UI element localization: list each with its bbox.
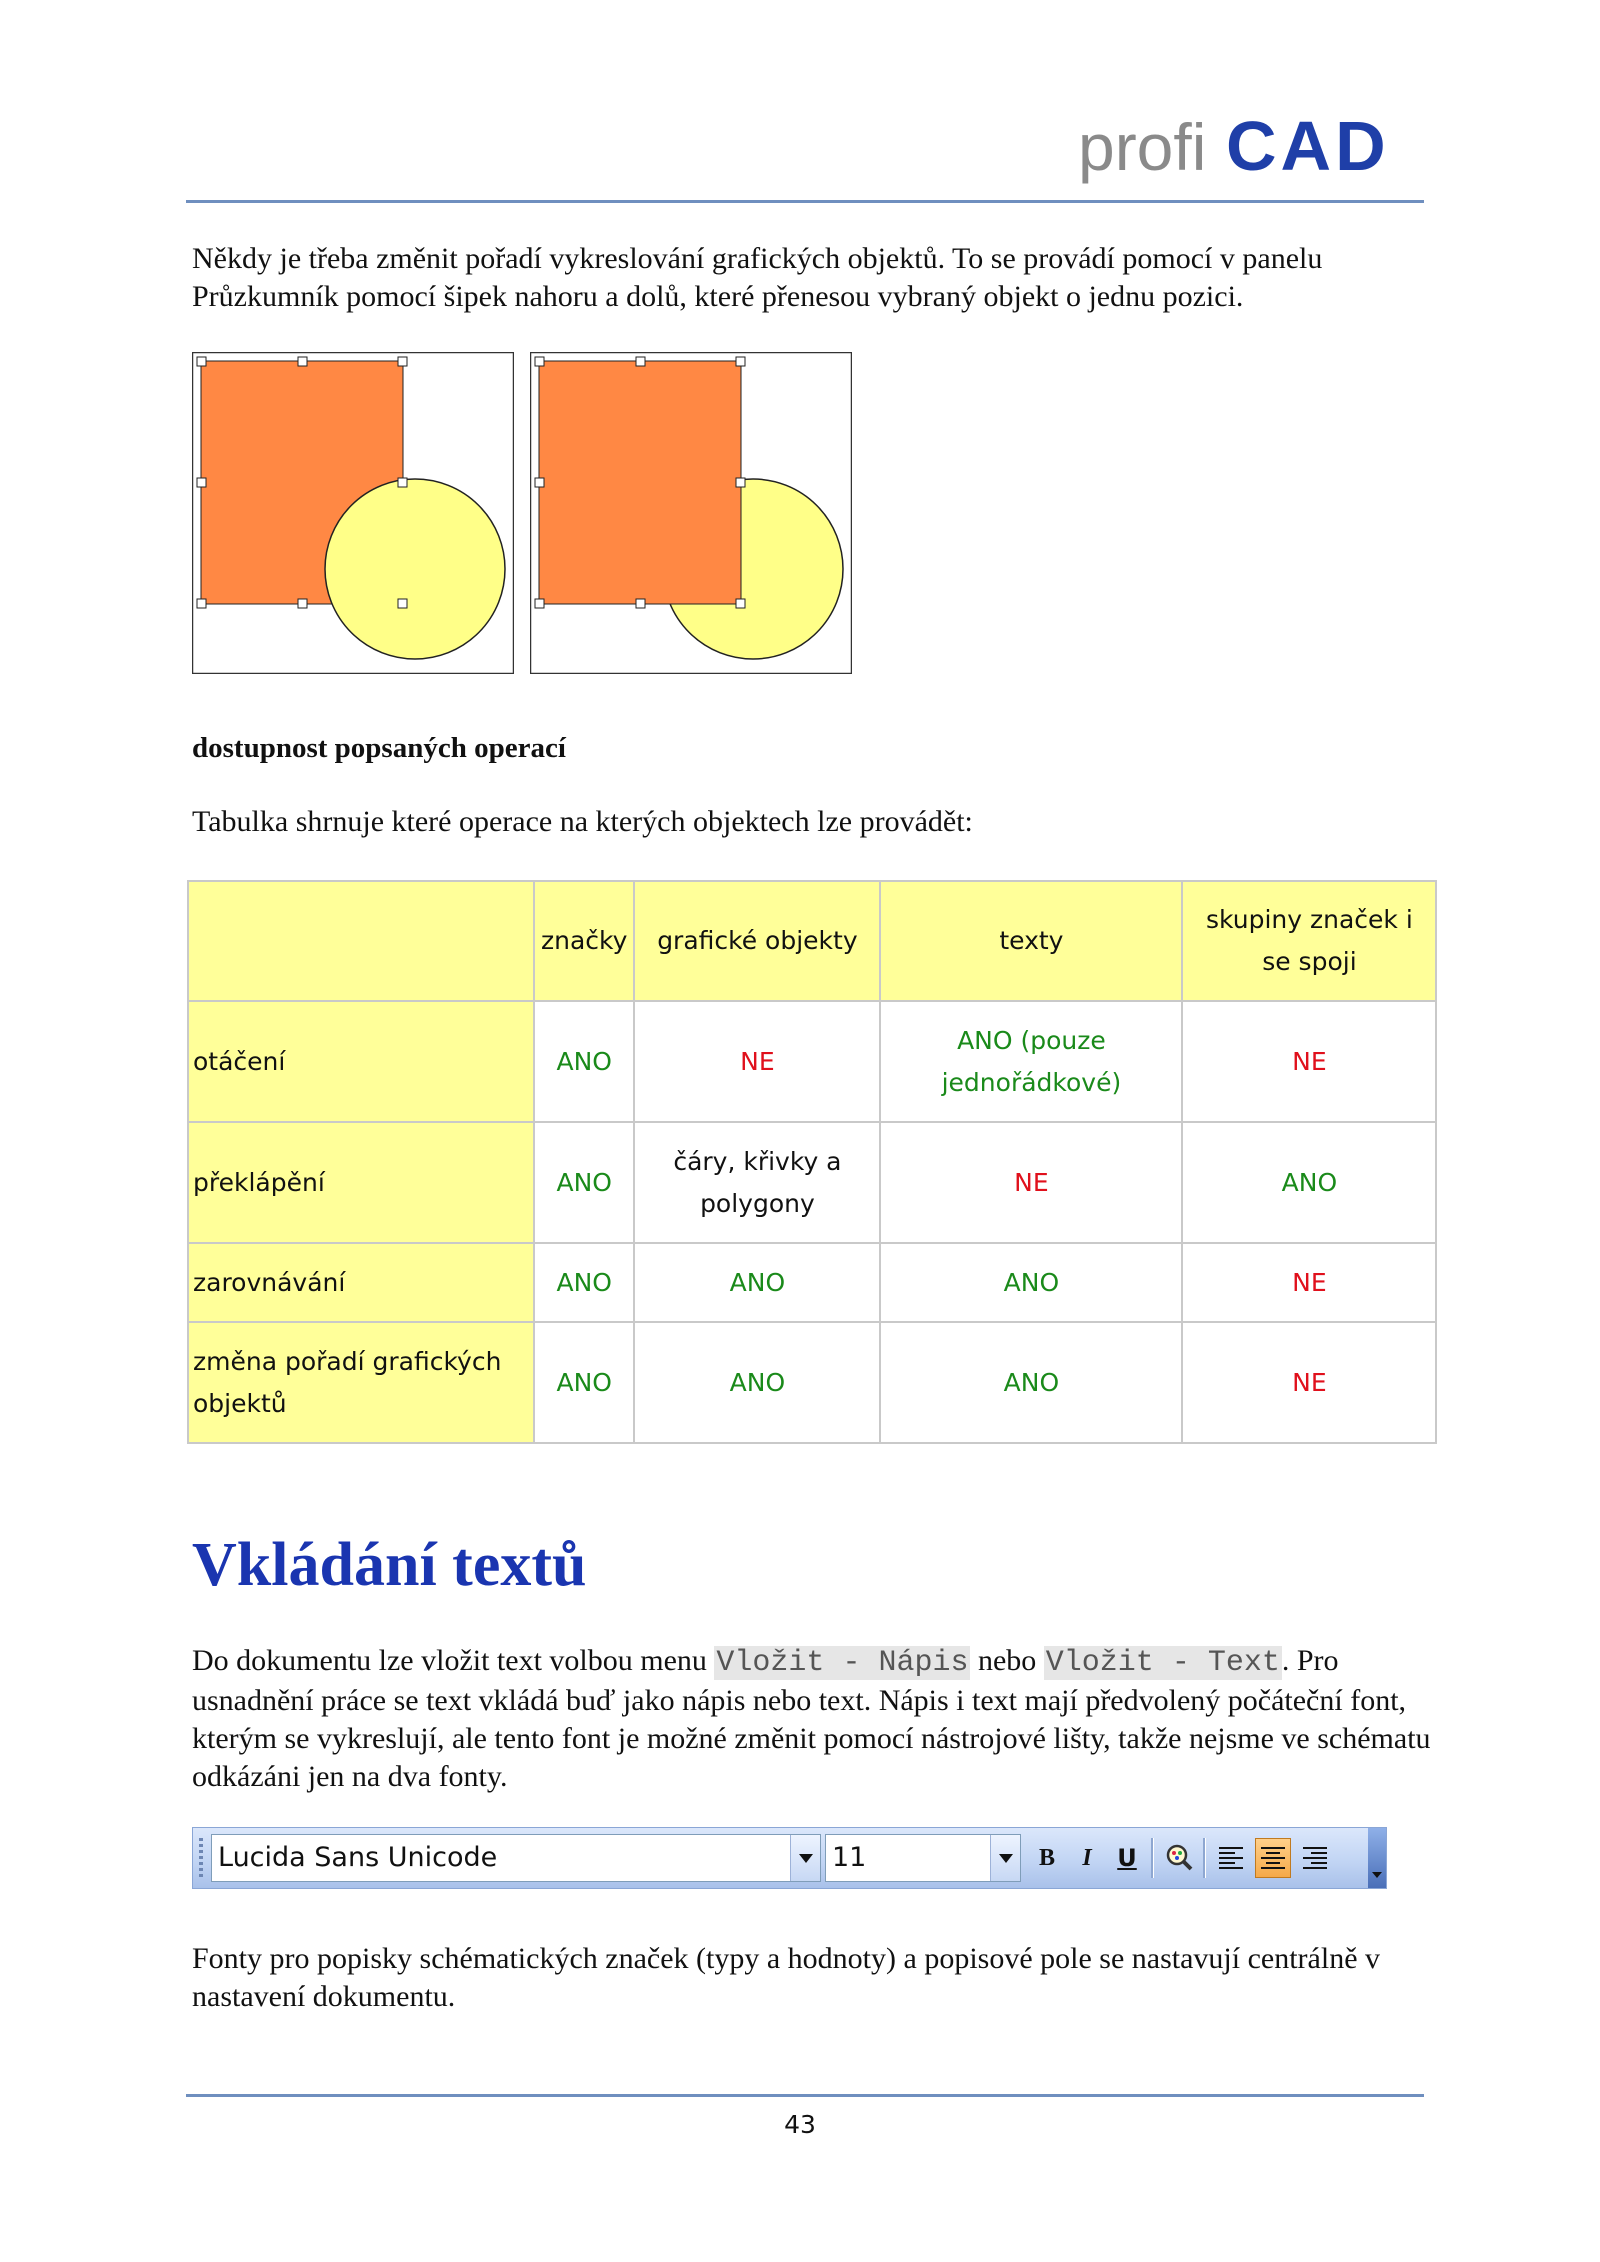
- font-color-button[interactable]: [1161, 1838, 1197, 1878]
- proficad-logo: [1078, 104, 1416, 184]
- page-number: 43: [784, 2110, 816, 2139]
- underline-button[interactable]: U: [1117, 1844, 1137, 1872]
- logo-text-profi: profi: [1078, 110, 1207, 184]
- toolbar-grip[interactable]: [199, 1838, 203, 1878]
- footer-rule: [186, 2094, 1424, 2097]
- operations-table: [187, 880, 1437, 1444]
- text-span: Do dokumentu lze vložit text volbou menu: [192, 1644, 715, 1677]
- text-span: nebo: [970, 1644, 1044, 1677]
- table-row: [188, 1122, 1436, 1243]
- table-cell: ANO: [880, 1322, 1182, 1443]
- table-cell: čáry, křivky a polygony: [634, 1122, 880, 1243]
- availability-description: Tabulka shrnuje které operace na kterých objektech lze provádět:: [192, 805, 973, 838]
- table-cell: ANO: [534, 1243, 634, 1322]
- row-label: překlápění: [188, 1122, 534, 1243]
- table-cell: ANO: [880, 1243, 1182, 1322]
- yellow-circle: [325, 479, 505, 659]
- table-cell: ANO: [534, 1322, 634, 1443]
- align-center-button[interactable]: [1255, 1838, 1291, 1878]
- table-cell: ANO: [534, 1122, 634, 1243]
- table-header-row: [188, 881, 1436, 1001]
- menu-path-insert-text: Vložit - Text: [1045, 1646, 1280, 1680]
- align-left-icon: [1213, 1838, 1249, 1878]
- availability-heading: dostupnost popsaných operací: [192, 732, 566, 764]
- align-center-icon: [1256, 1839, 1290, 1877]
- row-label: otáčení: [188, 1001, 534, 1122]
- table-header-cell: skupiny značek i se spoji: [1182, 881, 1436, 1001]
- align-right-button[interactable]: [1297, 1838, 1333, 1878]
- section-paragraph-1: [192, 1642, 1432, 1796]
- table-cell: NE: [634, 1001, 880, 1122]
- toolbar-separator: [1203, 1838, 1206, 1878]
- table-header-cell: texty: [880, 881, 1182, 1001]
- table-header-cell: [188, 881, 534, 1001]
- font-size-value: 11: [832, 1842, 867, 1873]
- table-row: [188, 1243, 1436, 1322]
- text-formatting-toolbar: [192, 1827, 1387, 1889]
- magnifier-color-icon: [1161, 1838, 1197, 1878]
- text-span: . Pro usnadnění práce se text vkládá buď jako nápis nebo text. Nápis i text mají předvolený počáteční font, kterým se vykreslují, ale tento font je možné změnit pomocí nástrojové lišty, takže nejsme ve schématu odkázáni jen na dva fonty.: [192, 1644, 1431, 1793]
- table-cell: ANO: [1182, 1122, 1436, 1243]
- table-cell: NE: [1182, 1322, 1436, 1443]
- logo-text-cad: CAD: [1226, 107, 1390, 184]
- bold-button[interactable]: B: [1038, 1845, 1055, 1871]
- header-rule: [186, 200, 1424, 203]
- intro-paragraph: Někdy je třeba změnit pořadí vykreslování grafických objektů. To se provádí pomocí v panelu Průzkumník pomocí šipek nahoru a dolů, které přenesou vybraný objekt o jednu pozici.: [192, 242, 1323, 313]
- section-title: Vkládání textů: [192, 1531, 587, 1599]
- toolbar-separator: [1151, 1838, 1154, 1878]
- figure-rectangle-in-front: [530, 352, 852, 674]
- align-left-button[interactable]: [1213, 1838, 1249, 1878]
- table-cell: ANO: [634, 1322, 880, 1443]
- section-paragraph-2: Fonty pro popisky schématických značek (typy a hodnoty) a popisové pole se nastavují centrálně v nastavení dokumentu.: [192, 1942, 1381, 2013]
- table-cell: ANO: [534, 1001, 634, 1122]
- menu-path-insert-label: Vložit - Nápis: [716, 1646, 969, 1680]
- table-cell: ANO: [634, 1243, 880, 1322]
- toolbar-options-chevron[interactable]: [1368, 1828, 1386, 1888]
- font-name-dropdown-button[interactable]: [790, 1835, 820, 1881]
- table-cell: NE: [1182, 1243, 1436, 1322]
- table-header-cell: grafické objekty: [634, 881, 880, 1001]
- table-cell: NE: [880, 1122, 1182, 1243]
- align-right-icon: [1297, 1838, 1333, 1878]
- row-label: změna pořadí grafických objektů: [188, 1322, 534, 1443]
- table-row: [188, 1001, 1436, 1122]
- table-header-cell: značky: [534, 881, 634, 1001]
- orange-rectangle: [539, 361, 741, 604]
- font-name-value: Lucida Sans Unicode: [218, 1842, 498, 1873]
- font-name-combo[interactable]: [211, 1834, 821, 1882]
- table-cell: NE: [1182, 1001, 1436, 1122]
- row-label: zarovnávání: [188, 1243, 534, 1322]
- figure-rectangle-behind-circle: [192, 352, 514, 674]
- font-size-combo[interactable]: [825, 1834, 1021, 1882]
- table-cell: ANO (pouze jednořádkové): [880, 1001, 1182, 1122]
- italic-button[interactable]: I: [1082, 1845, 1092, 1871]
- font-size-dropdown-button[interactable]: [990, 1835, 1020, 1881]
- table-row: [188, 1322, 1436, 1443]
